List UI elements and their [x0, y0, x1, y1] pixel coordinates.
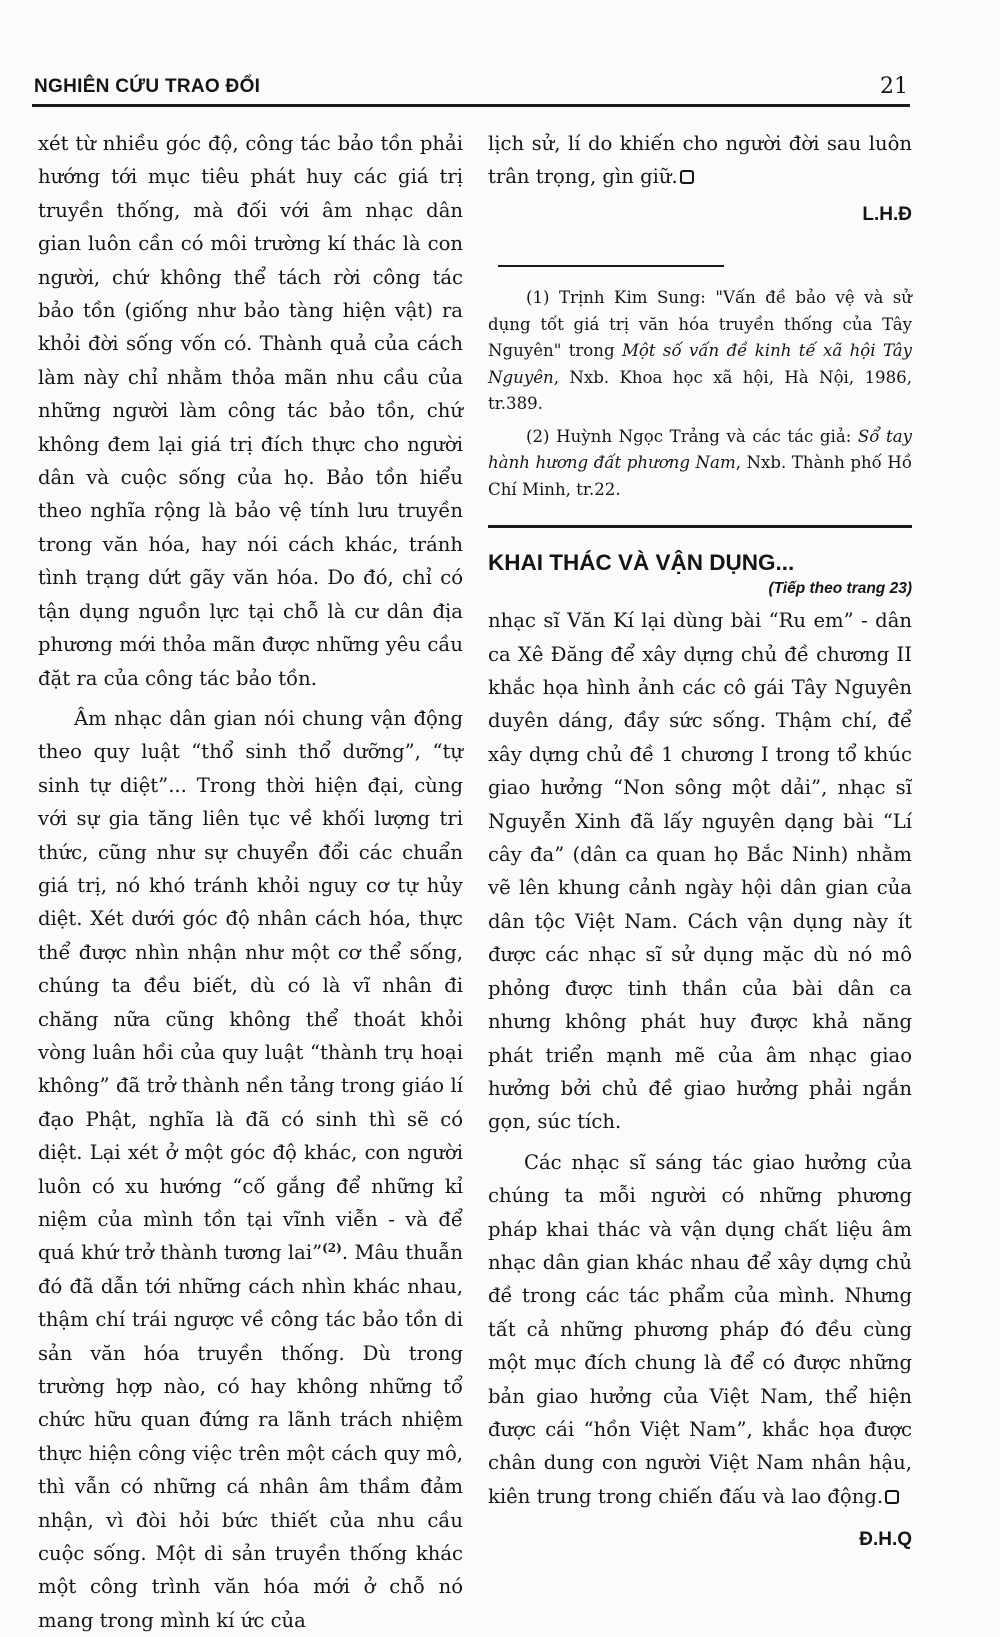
- right-column: [488, 127, 912, 1557]
- end-mark-icon: [885, 1490, 899, 1504]
- paragraph-right-1: nhạc sĩ Văn Kí lại dùng bài “Ru em” - dân ca Xê Đăng để xây dựng chủ đề chương II khắc họa hình ảnh các cô gái Tây Nguyên duyên dáng, đầy sức sống. Thậm chí, để xây dựng chủ đề 1 chương I trong tổ khúc giao hưởng “Non sông một dải”, nhạc sĩ Nguyễn Xinh đã lấy nguyên dạng bài “Lí cây đa” (dân ca quan họ Bắc Ninh) nhằm vẽ lên khung cảnh ngày hội dân gian của dân tộc Việt Nam. Cách vận dụng này ít được các nhạc sĩ sử dụng mặc dù nó mô phỏng được tinh thần của bài dân ca nhưng không phát huy được khả năng phát triển mạnh mẽ của âm nhạc giao hưởng bởi chủ đề giao hưởng phải ngắn gọn, súc tích.: [488, 609, 912, 1134]
- paragraph-right-2-text: Các nhạc sĩ sáng tác giao hưởng của chúng ta mỗi người có những phương pháp khai thác và vận dụng chất liệu âm nhạc dân gian khác nhau để xây dựng chủ đề trong các tác phẩm của mình. Nhưng tất cả những phương pháp đó đều cùng một mục đích chung là để có được những bản giao hưởng của Việt Nam, thể hiện được cái “hồn Việt Nam”, khắc họa được chân dung con người Việt Nam nhân hậu, kiên trung trong chiến đấu và lao động.: [488, 1150, 912, 1508]
- footnote-1: [488, 285, 912, 418]
- footnote-divider: [498, 265, 724, 267]
- footnotes: [488, 285, 912, 503]
- paragraph-right-top: [488, 127, 912, 194]
- end-mark-icon: [680, 170, 694, 184]
- section-divider: [488, 525, 912, 528]
- footnote-1-text: (1) Trịnh Kim Sung: "Vấn đề bảo vệ và sử dụng tốt giá trị văn hóa truyền thống của Tây Nguyên" trong: [488, 288, 912, 361]
- footnote-2-publisher: , Nxb. Thành phố Hồ Chí Minh, tr.22.: [488, 453, 912, 499]
- paragraph-left-1: xét từ nhiều góc độ, công tác bảo tồn phải hướng tới mục tiêu phát huy các giá trị truyền thống, mà đối với âm nhạc dân gian luôn cần có môi trường kí thác là con người, chứ không thể tách rời công tác bảo tồn (giống như bảo tàng hiện vật) ra khỏi đời sống vốn có. Thành quả của cách làm này chỉ nhằm thỏa mãn nhu cầu của những người làm công tác bảo tồn, chứ không đem lại giá trị đích thực cho người dân và cuộc sống của họ. Bảo tồn hiểu theo nghĩa rộng là bảo vệ tính lưu truyền trong văn hóa, hay nói cách khác, tránh tình trạng dứt gãy văn hóa. Do đó, chỉ có tận dụng nguồn lực tại chỗ là cư dân địa phương mới thỏa mãn được những yêu cầu đặt ra của công tác bảo tồn.: [38, 132, 463, 690]
- page-number: 21: [880, 74, 908, 99]
- footnote-1-title: Một số vấn đề kinh tế xã hội Tây Nguyên: [488, 341, 912, 387]
- footnote-ref-2: (2): [322, 1241, 342, 1256]
- paragraph-left-2-part-1: Âm nhạc dân gian nói chung vận động theo quy luật “thổ sinh thổ dưỡng”, “tự sinh tự diệt”... Trong thời hiện đại, cùng với sự gia tăng liên tục về khối lượng tri thức, cũng như sự chuyển đổi các chuẩn giá trị, nó khó tránh khỏi nguy cơ tự hủy diệt. Xét dưới góc độ nhân cách hóa, thực thể được nhìn nhận như một cơ thể sống, chúng ta đều biết, dù có là vĩ nhân đi chăng nữa cũng không thể thoát khỏi vòng luân hồi của quy luật “thành trụ hoại không” đã trở thành nền tảng trong giáo lí đạo Phật, nghĩa là đã có sinh thì sẽ có diệt. Lại xét ở một góc độ khác, con người luôn có xu hướng “cố gắng để những kỉ niệm của mình tồn tại vĩnh viễn - và để quá khứ trở thành tương lai”: [38, 706, 463, 1265]
- article-continuation-body: [488, 604, 912, 1556]
- page-header: [32, 70, 910, 107]
- footnote-2: [488, 424, 912, 504]
- continued-from-note: (Tiếp theo trang 23): [768, 580, 912, 598]
- article-continuation-title: KHAI THÁC VÀ VẬN DỤNG...: [488, 550, 795, 576]
- footnote-2-title: Sổ tay hành hương đất phương Nam: [488, 426, 912, 473]
- paragraph-left-2: [38, 702, 463, 1637]
- section-title: NGHIÊN CỨU TRAO ĐỔI: [34, 76, 261, 97]
- paragraph-right-2: [488, 1146, 912, 1513]
- footnote-1-publisher: , Nxb. Khoa học xã hội, Hà Nội, 1986, tr.389.: [488, 367, 912, 414]
- author-initials-1: L.H.Đ: [862, 203, 912, 225]
- paragraph-left-2-part-2: . Mâu thuẫn đó đã dẫn tới những cách nhìn khác nhau, thậm chí trái ngược về công tác bảo tồn di sản văn hóa truyền thống. Dù trong trường hợp nào, có hay không những tổ chức hữu quan đứng ra lãnh trách nhiệm thực hiện công việc trên một cách quy mô, thì vẫn có những cá nhân âm thầm đảm nhận, vì đòi hỏi bức thiết của nhu cầu cuộc sống. Một di sản truyền thống khác một công trình văn hóa mới ở chỗ nó mang trong mình kí ức của: [38, 1241, 463, 1632]
- footnote-2-text: (2) Huỳnh Ngọc Trảng và các tác giả:: [526, 426, 858, 446]
- author-initials-2: Đ.H.Q: [859, 1529, 912, 1551]
- paragraph-right-top-text: lịch sử, lí do khiến cho người đời sau luôn trân trọng, gìn giữ.: [488, 132, 912, 189]
- left-column: [38, 127, 463, 1637]
